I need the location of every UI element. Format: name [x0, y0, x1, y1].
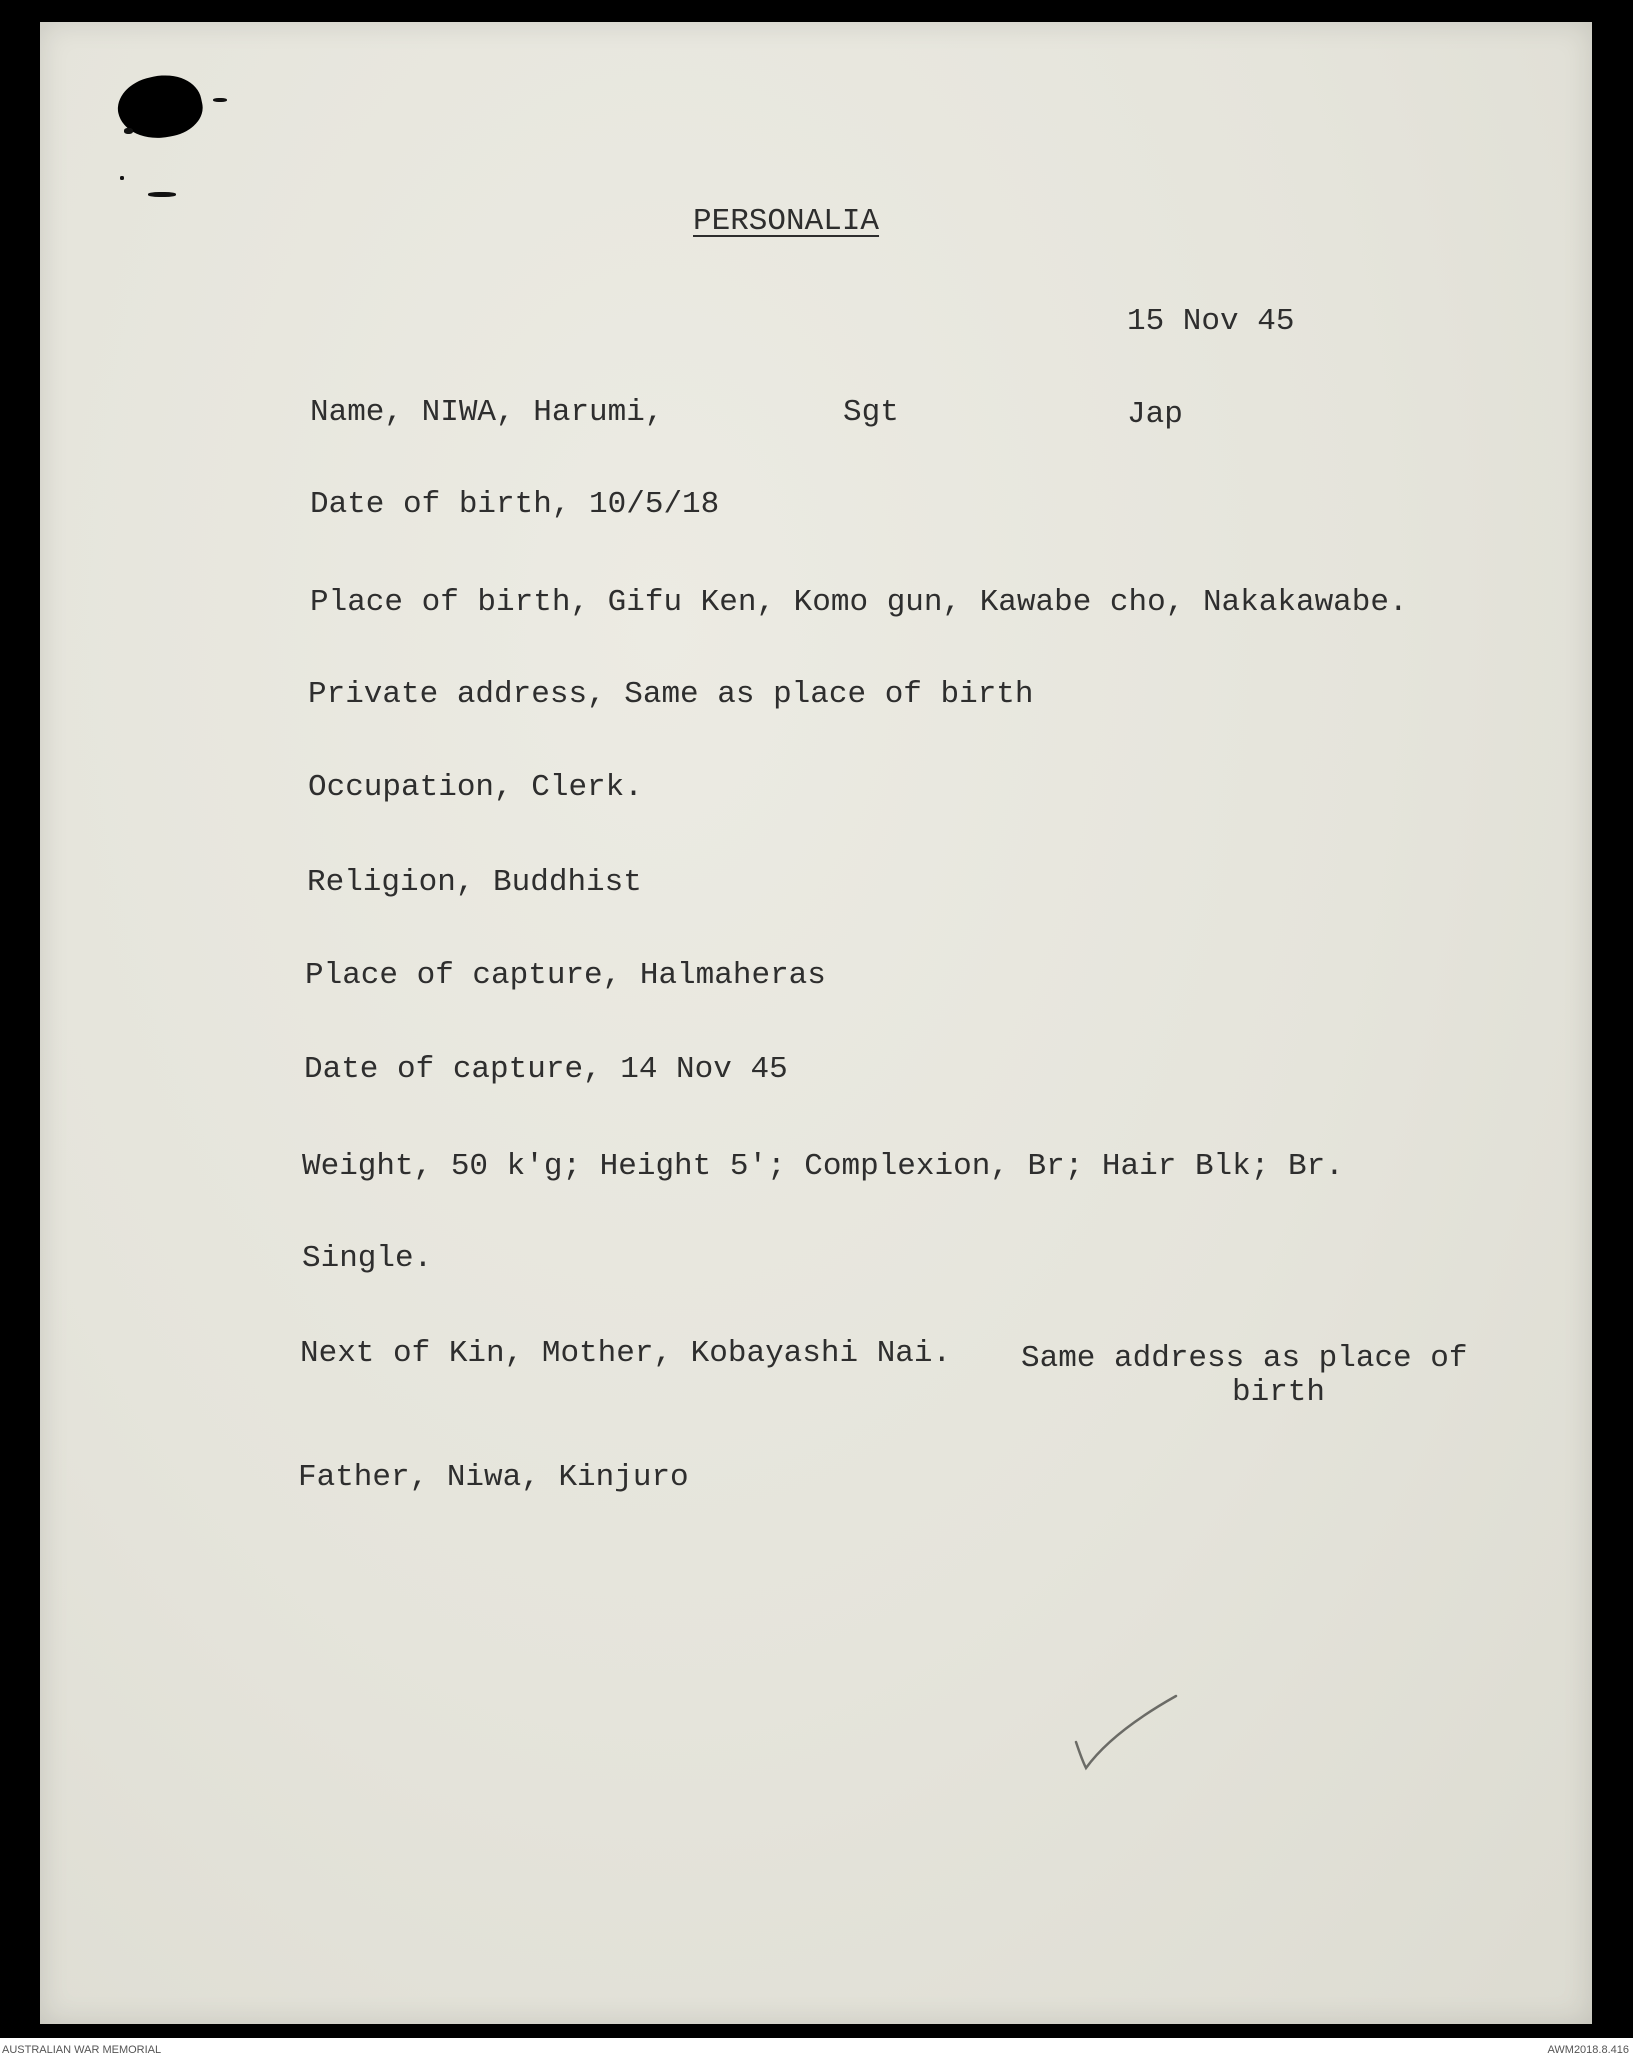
ink-speck [213, 98, 227, 102]
nok-address-line2: birth [1232, 1375, 1326, 1410]
document-date: 15 Nov 45 [1127, 304, 1295, 339]
next-of-kin: Next of Kin, Mother, Kobayashi Nai. [300, 1336, 952, 1371]
nok-address-line1: Same address as place of [1021, 1341, 1468, 1376]
date-of-birth: Date of birth, 10/5/18 [310, 487, 720, 522]
rank: Sgt [843, 395, 899, 430]
occupation: Occupation, Clerk. [308, 770, 643, 805]
document-title: PERSONALIA [693, 204, 880, 239]
ink-speck [124, 128, 133, 134]
marital-status: Single. [302, 1241, 433, 1276]
physical-description: Weight, 50 k'g; Height 5'; Complexion, Br; Hair Blk; Br. [302, 1149, 1344, 1184]
document-page [40, 22, 1592, 2024]
footer-accession-number: AWM2018.8.416 [1547, 2044, 1629, 2056]
ink-speck [120, 176, 124, 180]
name-line: Name, NIWA, Harumi, [310, 395, 664, 430]
nationality: Jap [1127, 397, 1183, 432]
pencil-check-mark [1072, 1692, 1182, 1782]
place-of-capture: Place of capture, Halmaheras [305, 958, 826, 993]
place-of-birth: Place of birth, Gifu Ken, Komo gun, Kawabe cho, Nakakawabe. [310, 585, 1408, 620]
ink-speck [148, 192, 176, 197]
religion: Religion, Buddhist [307, 865, 642, 900]
footer-institution: AUSTRALIAN WAR MEMORIAL [2, 2044, 162, 2056]
father: Father, Niwa, Kinjuro [298, 1460, 689, 1495]
date-of-capture: Date of capture, 14 Nov 45 [304, 1052, 788, 1087]
private-address: Private address, Same as place of birth [308, 677, 1034, 712]
